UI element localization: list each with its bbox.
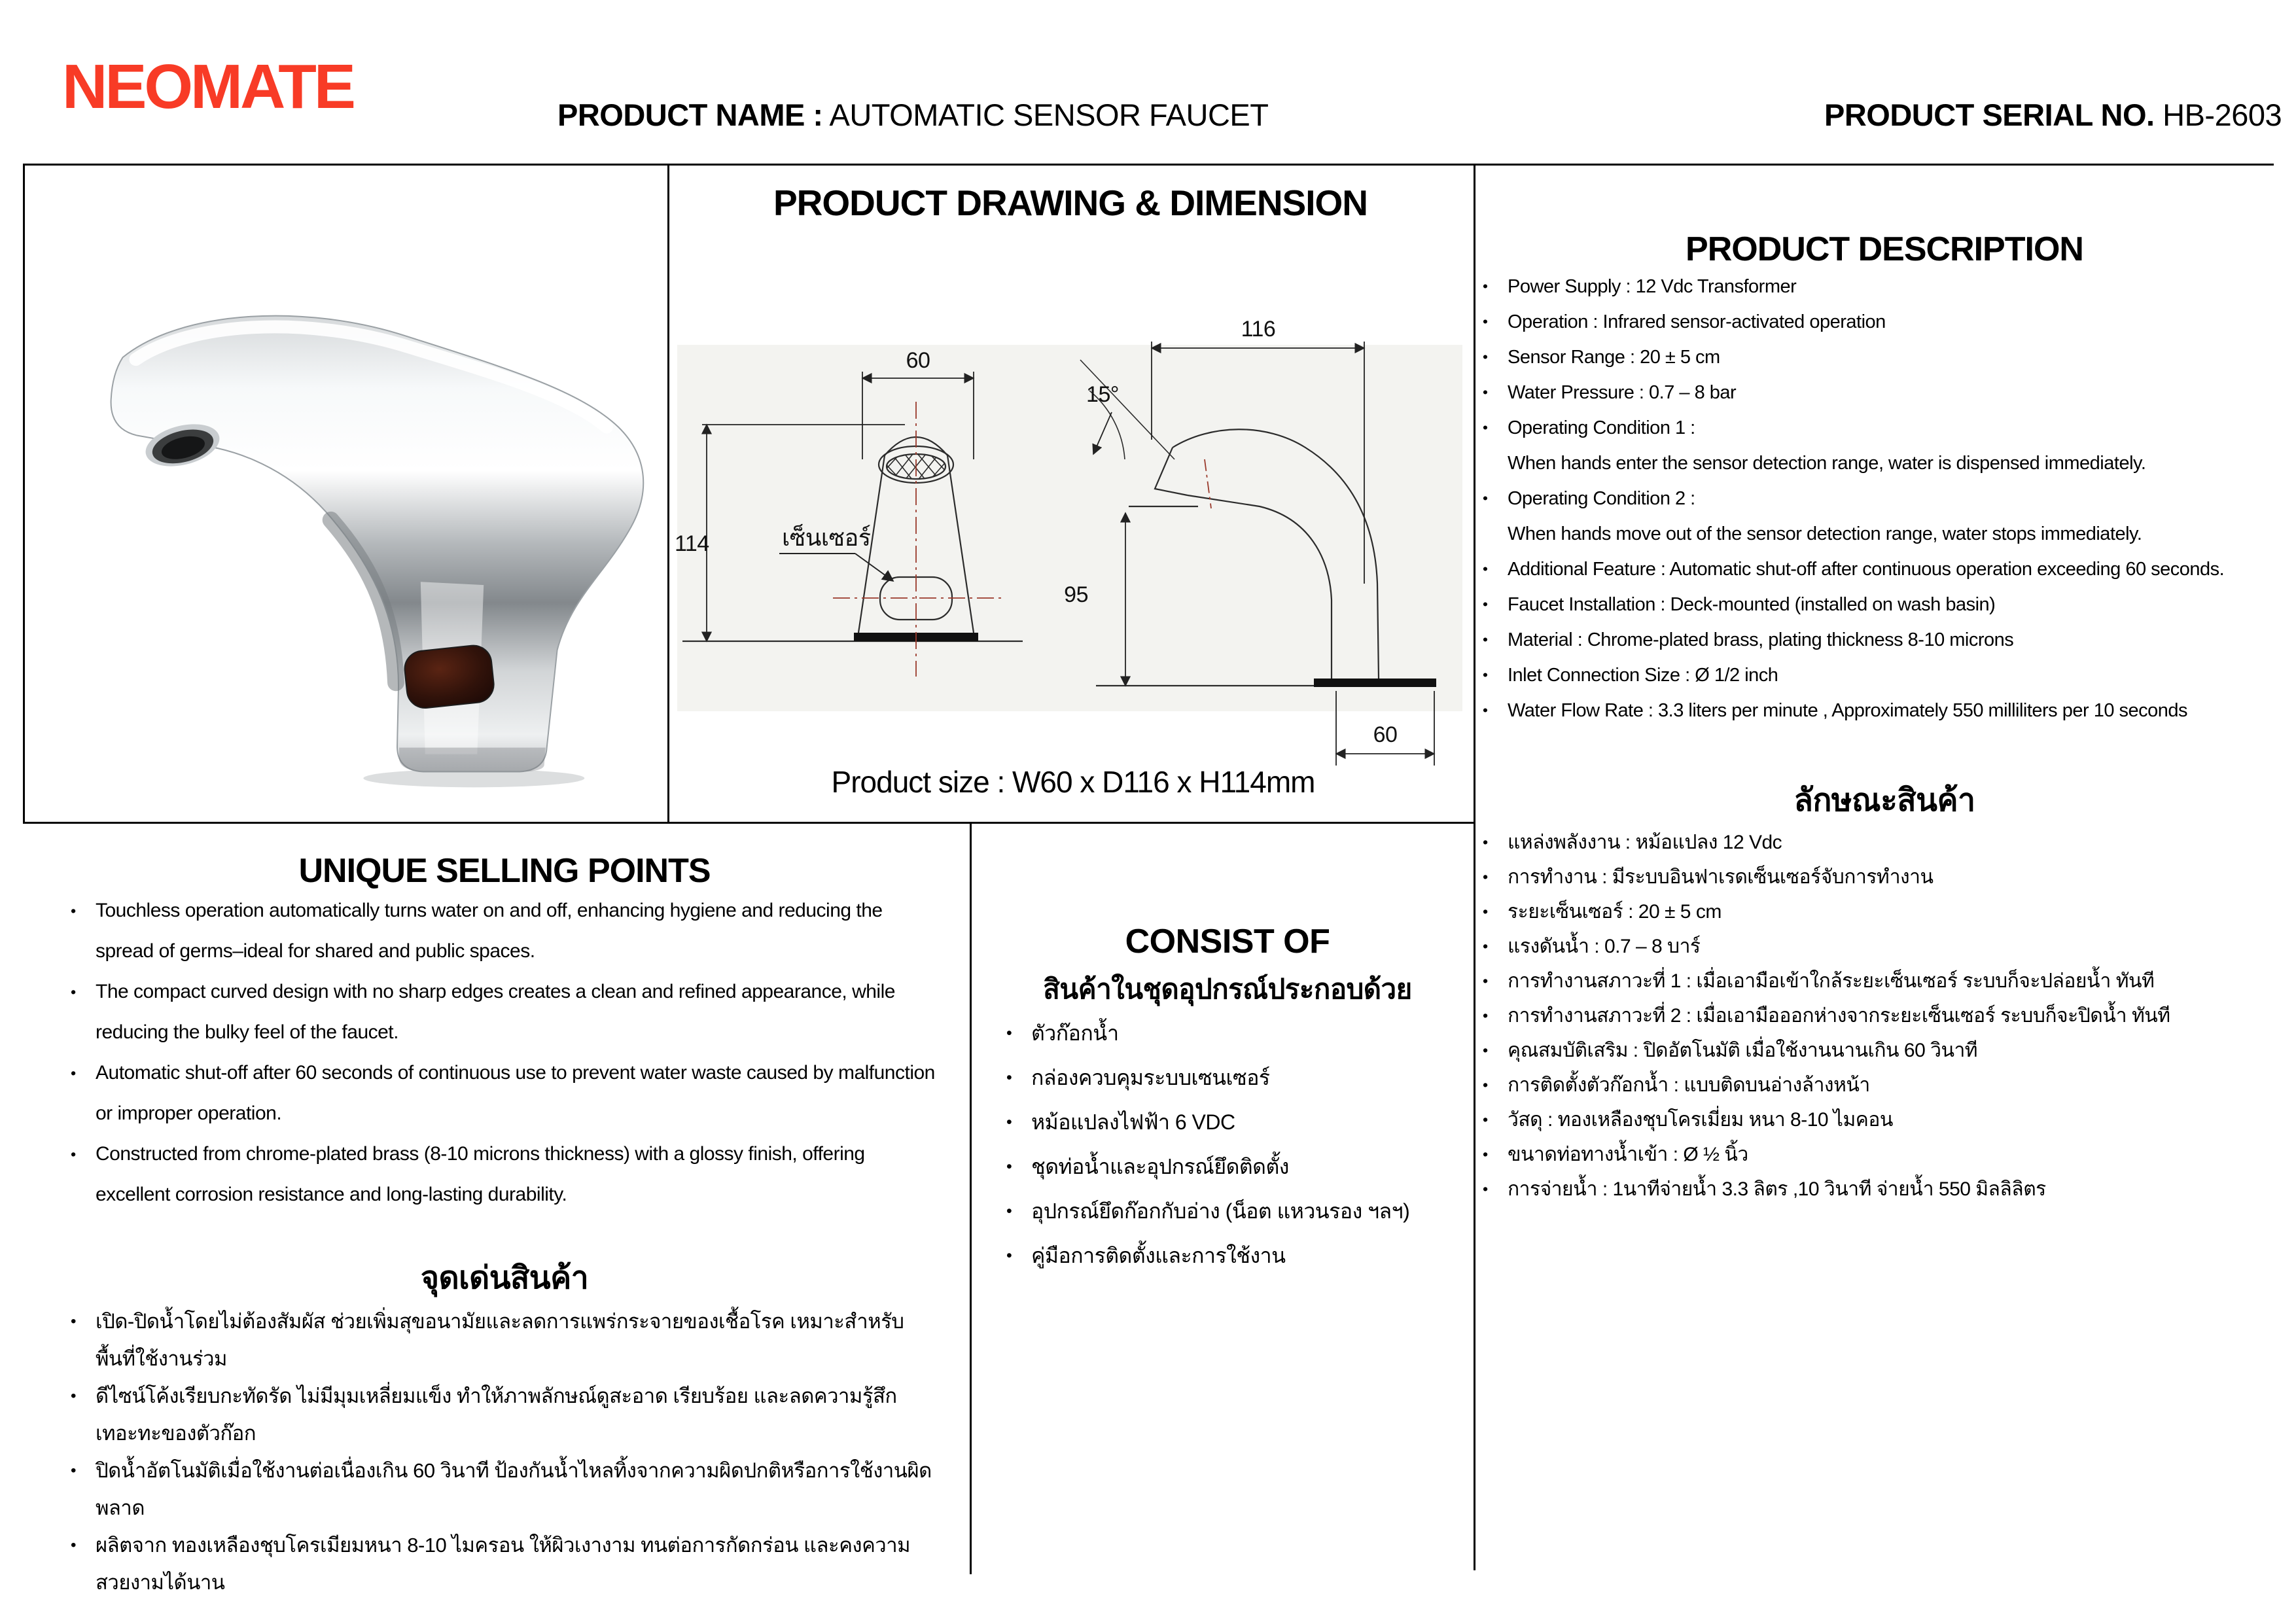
list-item: • คู่มือการติดตั้งและการใช้งาน xyxy=(1001,1233,1454,1278)
product-description-list-th xyxy=(1477,825,2291,1207)
consist-of-title: CONSIST OF xyxy=(1125,923,1330,961)
side-base-bar xyxy=(1314,679,1436,687)
list-item: • ปิดน้ำอัตโนมัติเมื่อใช้งานต่อเนื่องเกิน 60 วินาที ป้องกันน้ำไหลทิ้งจากความผิดปกติหรือการใช้งานผิดพลาด xyxy=(65,1452,944,1526)
product-description-title-th: ลักษณะสินค้า xyxy=(1793,783,1975,818)
product-size-text: Product size : W60 x D116 x H114mm xyxy=(831,765,1315,799)
list-item: • ระยะเซ็นเซอร์ : 20 ± 5 cm xyxy=(1477,894,2291,929)
consist-of-subtitle-th: สินค้าในชุดอุปกรณ์ประกอบด้วย xyxy=(1043,974,1412,1004)
list-item: • ตัวก๊อกน้ำ xyxy=(1001,1011,1454,1055)
list-item: • Operating Condition 1 : xyxy=(1477,410,2291,446)
product-name-row xyxy=(557,97,1268,133)
usp-list-en xyxy=(65,890,944,1215)
drawing-title: PRODUCT DRAWING & DIMENSION xyxy=(773,183,1368,223)
list-item: • การทำงานสภาวะที่ 2 : เมื่อเอามือออกห่างจากระยะเซ็นเซอร์ ระบบก็จะปิดน้ำ ทันที xyxy=(1477,998,2291,1033)
list-item: • ดีไซน์โค้งเรียบกะทัดรัด ไม่มีมุมเหลี่ยมแข็ง ทำให้ภาพลักษณ์ดูสะอาด เรียบร้อย และลดความรู้สึกเทอะทะของตัวก๊อก xyxy=(65,1377,944,1452)
technical-drawing xyxy=(669,243,1472,773)
usp-list-th xyxy=(65,1303,944,1601)
dim-front-width-label: 60 xyxy=(906,348,930,373)
list-item: • การจ่ายน้ำ : 1นาทีจ่ายน้ำ 3.3 ลิตร ,10 วินาที จ่ายน้ำ 550 มิลลิลิตร xyxy=(1477,1172,2291,1207)
list-item: When hands enter the sensor detection range, water is dispensed immediately. xyxy=(1508,453,2146,474)
dim-front-height-label: 114 xyxy=(675,531,709,556)
consist-of-list xyxy=(1001,1011,1454,1278)
list-item: • Material : Chrome-plated brass, plating thickness 8-10 microns xyxy=(1477,622,2291,658)
list-item: • Additional Feature : Automatic shut-off after continuous operation exceeding 60 seconds. xyxy=(1477,552,2291,587)
dim-spout-height-label: 95 xyxy=(1064,582,1088,607)
list-item: • Operating Condition 2 : xyxy=(1477,481,2291,516)
usp-panel xyxy=(25,824,970,1601)
list-item: • อุปกรณ์ยึดก๊อกกับอ่าง (น็อต แหวนรอง ฯลฯ) xyxy=(1001,1189,1454,1233)
list-item: When hands move out of the sensor detection range, water stops immediately. xyxy=(1508,523,2142,544)
list-item: • Faucet Installation : Deck-mounted (installed on wash basin) xyxy=(1477,587,2291,622)
list-item: • Inlet Connection Size : Ø 1/2 inch xyxy=(1477,658,2291,693)
faucet-base-band xyxy=(399,748,546,772)
list-item: • Constructed from chrome-plated brass (8-10 microns thickness) with a glossy finish, offering excellent corrosion resistance and long-lasting durability. xyxy=(65,1134,944,1215)
list-item: • Sensor Range : 20 ± 5 cm xyxy=(1477,340,2291,375)
product-description-list-en xyxy=(1477,269,2291,728)
list-item: • การทำงานสภาวะที่ 1 : เมื่อเอามือเข้าใกล้ระยะเซ็นเซอร์ ระบบก็จะปล่อยน้ำ ทันที xyxy=(1477,964,2291,998)
product-description-title: PRODUCT DESCRIPTION xyxy=(1686,230,2083,268)
product-serial-row xyxy=(1824,97,2282,133)
product-name-label: PRODUCT NAME : xyxy=(557,97,823,132)
list-item: • แรงดันน้ำ : 0.7 – 8 บาร์ xyxy=(1477,929,2291,964)
product-serial-value: HB-2603 xyxy=(2163,97,2282,132)
list-item: • Water Pressure : 0.7 – 8 bar xyxy=(1477,375,2291,410)
product-description-panel xyxy=(1477,166,2291,1207)
faucet-photo xyxy=(25,166,666,822)
list-item: • แหล่งพลังงาน : หม้อแปลง 12 Vdc xyxy=(1477,825,2291,860)
list-item: • Touchless operation automatically turns water on and off, enhancing hygiene and reducing the spread of germs–ideal for shared and public spaces. xyxy=(65,890,944,972)
list-item: • คุณสมบัติเสริม : ปิดอัตโนมัติ เมื่อใช้งานนานเกิน 60 วินาที xyxy=(1477,1033,2291,1068)
list-item: • Operation : Infrared sensor-activated operation xyxy=(1477,304,2291,340)
list-item: • วัสดุ : ทองเหลืองชุบโครเมี่ยม หนา 8-10 ไมคอน xyxy=(1477,1102,2291,1137)
consist-of-panel xyxy=(972,824,1474,1278)
list-item: • ชุดท่อน้ำและอุปกรณ์ยึดติดตั้ง xyxy=(1001,1144,1454,1189)
product-name-value: AUTOMATIC SENSOR FAUCET xyxy=(829,97,1269,132)
brand-logo: NEOMATE xyxy=(62,52,353,122)
usp-title: UNIQUE SELLING POINTS xyxy=(298,852,711,890)
sensor-window xyxy=(403,644,496,710)
usp-title-th: จุดเด่นสินค้า xyxy=(420,1261,589,1296)
dim-depth-label: 116 xyxy=(1241,317,1276,342)
dim-base-width-label: 60 xyxy=(1373,722,1398,747)
list-item: • Automatic shut-off after 60 seconds of continuous use to prevent water waste caused by malfunction or improper operation. xyxy=(65,1053,944,1134)
list-item: • การทำงาน : มีระบบอินฟาเรดเซ็นเซอร์จับการทำงาน xyxy=(1477,860,2291,894)
list-item: • Water Flow Rate : 3.3 liters per minute , Approximately 550 milliliters per 10 seconds xyxy=(1477,693,2291,728)
list-item: • กล่องควบคุมระบบเซนเซอร์ xyxy=(1001,1055,1454,1100)
list-item: • Power Supply : 12 Vdc Transformer xyxy=(1477,269,2291,304)
list-item: • การติดตั้งตัวก๊อกน้ำ : แบบติดบนอ่างล้างหน้า xyxy=(1477,1068,2291,1102)
product-serial-label: PRODUCT SERIAL NO. xyxy=(1824,97,2155,132)
list-item: • เปิด-ปิดน้ำโดยไม่ต้องสัมผัส ช่วยเพิ่มสุขอนามัยและลดการแพร่กระจายของเชื้อโรค เหมาะสำหรับพื้นที่ใช้งานร่วม xyxy=(65,1303,944,1377)
faucet-body xyxy=(111,316,644,772)
list-item: • หม้อแปลงไฟฟ้า 6 VDC xyxy=(1001,1100,1454,1144)
list-item: • The compact curved design with no sharp edges creates a clean and refined appearance, while reducing the bulky feel of the faucet. xyxy=(65,972,944,1053)
list-item: • ผลิตจาก ทองเหลืองชุบโครเมียมหนา 8-10 ไมครอน ให้ผิวเงางาม ทนต่อการกัดกร่อน และคงความสวยงามได้นาน xyxy=(65,1526,944,1601)
dim-angle-label: 15° xyxy=(1086,382,1119,407)
list-item: • ขนาดท่อทางน้ำเข้า : Ø ½ นิ้ว xyxy=(1477,1137,2291,1172)
divider-right-column xyxy=(1474,164,1475,1570)
sensor-callout-label: เซ็นเซอร์ xyxy=(782,524,871,551)
